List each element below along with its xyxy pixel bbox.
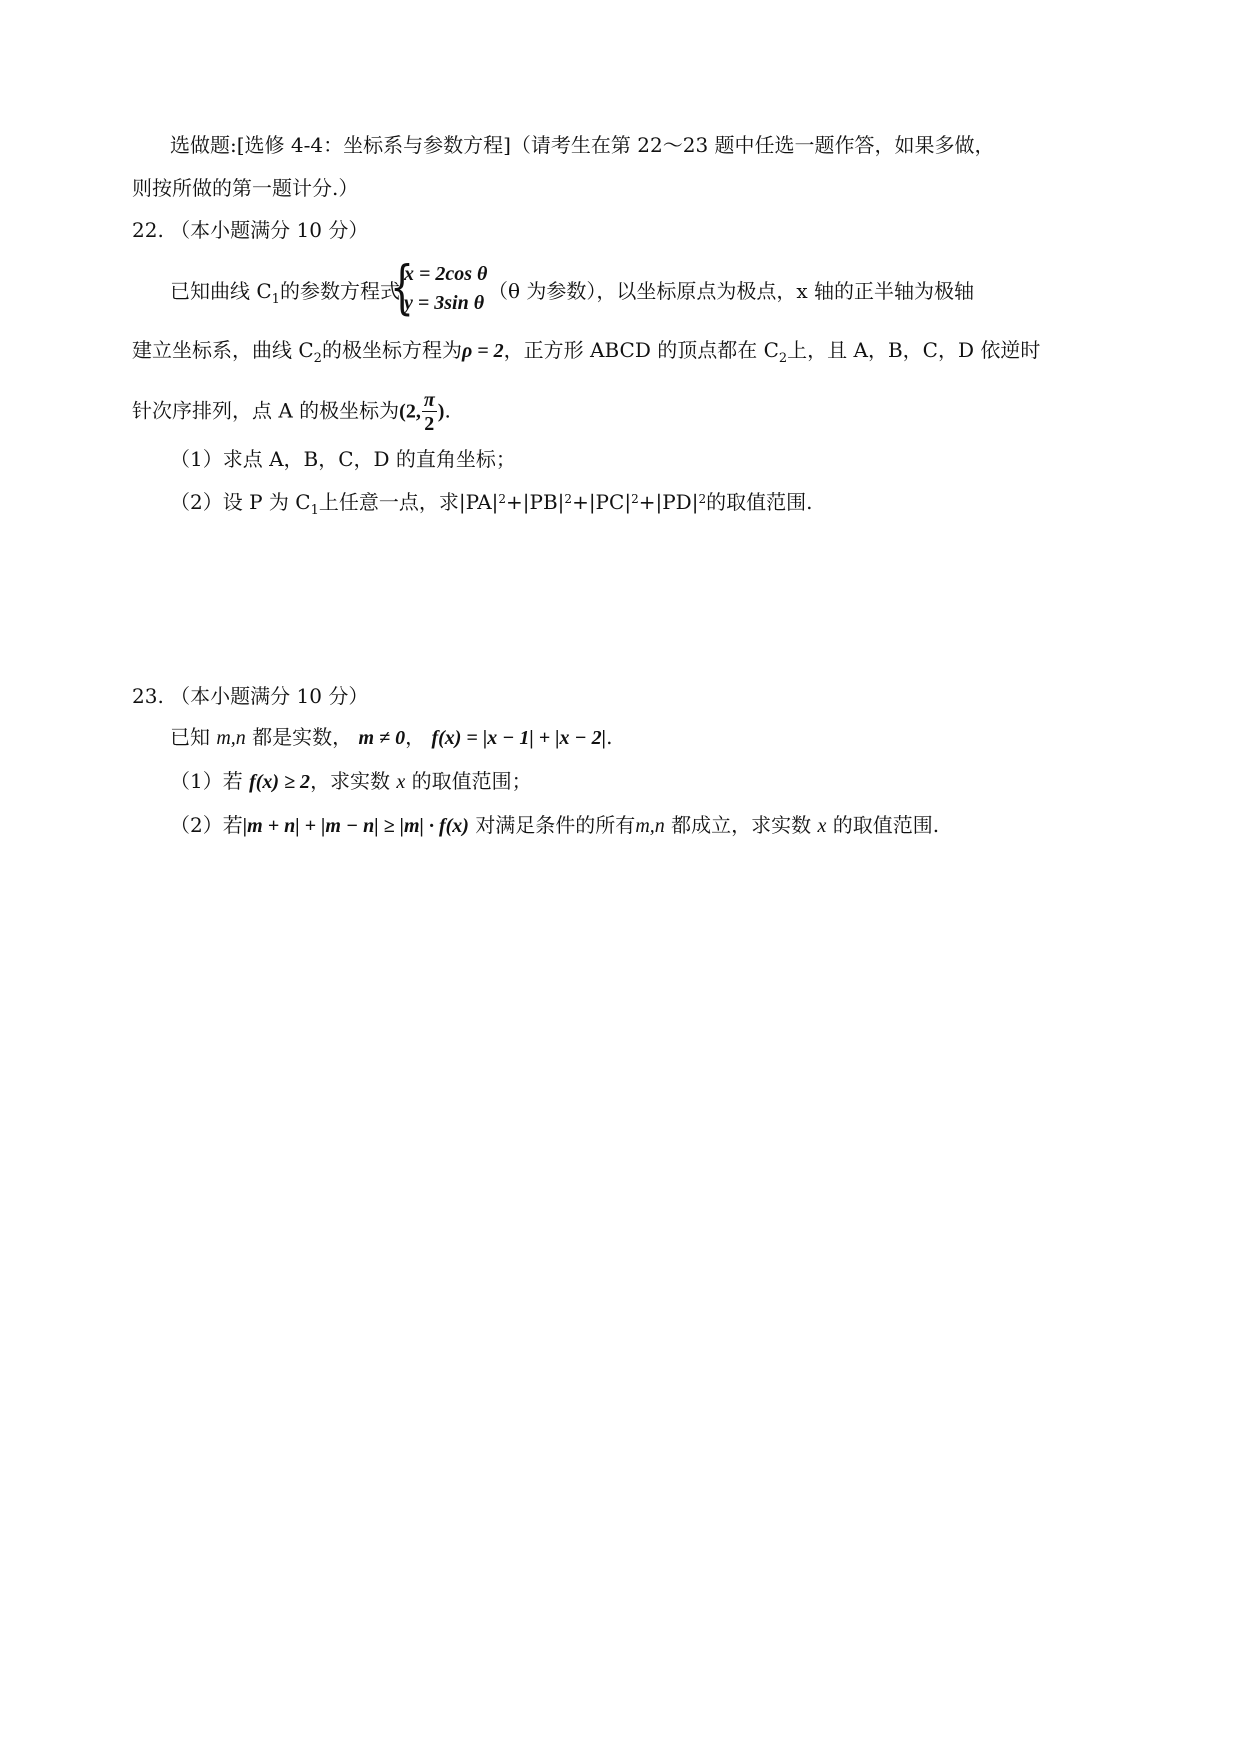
q23-part2-text2: 对满足条件的所有 xyxy=(475,813,636,837)
q22-stem-text2: 的参数方程式 xyxy=(279,279,400,303)
section-intro-line2: 则按所做的第一题计分.） xyxy=(132,176,359,200)
q22-line3-end: . xyxy=(444,398,451,423)
sq-superscript: 2 xyxy=(698,492,707,506)
q22-stem-text: 已知曲线 C xyxy=(170,279,272,303)
q22-number: 22. xyxy=(132,218,164,242)
frac-denominator: 2 xyxy=(424,413,435,435)
q22-part2 xyxy=(170,490,813,518)
q22-pi-over-2 xyxy=(422,390,437,434)
q22-part2-pd: +|PD| xyxy=(638,490,699,514)
section-intro-line1: 选做题:[选修 4-4：坐标系与参数方程]（请考生在第 22～23 题中任选一题作答，如果多做， xyxy=(170,133,995,157)
q22-line2-text4: 上，且 A，B，C，D 依逆时 xyxy=(787,338,1041,362)
q23-part2-variable-x: x xyxy=(817,815,827,837)
q23-number: 23. xyxy=(132,684,164,708)
q22-points: （本小题满分 10 分） xyxy=(170,218,369,242)
q23-inequality1: f(x) ≥ 2 xyxy=(249,771,311,793)
q23-part2-mn: m,n xyxy=(635,815,665,837)
q23-part1 xyxy=(170,771,532,792)
q22-line3 xyxy=(132,390,451,434)
q23-part1-text2: ，求实数 xyxy=(310,769,391,793)
sq-superscript: 2 xyxy=(564,492,573,506)
q22-coord-open: (2, xyxy=(399,400,421,423)
q22-coord-close: ) xyxy=(437,400,445,423)
q22-part2-end: 的取值范围. xyxy=(706,490,813,514)
q22-part2-text: （2）设 P 为 C xyxy=(170,490,311,514)
q23-function: f(x) = |x − 1| + |x − 2| xyxy=(431,727,607,749)
q22-part2-pa: 上任意一点，求|PA| xyxy=(318,490,499,514)
q23-part1-text: （1）若 xyxy=(170,769,243,793)
q22-c1-subscript: 1 xyxy=(271,292,280,307)
q23-part1-text3: 的取值范围； xyxy=(411,769,532,793)
q23-stem-end: . xyxy=(606,725,613,749)
q22-line2-text: 建立坐标系，曲线 C xyxy=(132,338,314,362)
q23-points: （本小题满分 10 分） xyxy=(170,684,369,708)
q23-condition: m ≠ 0 xyxy=(358,727,406,749)
q22-eq1: x = 2cos θ xyxy=(404,263,488,285)
q23-part2-text4: 的取值范围. xyxy=(832,813,940,837)
q23-part2-text: （2）若 xyxy=(170,813,243,837)
frac-numerator: π xyxy=(423,389,435,411)
sq-superscript: 2 xyxy=(631,492,639,506)
q22-header xyxy=(132,220,368,240)
q22-eq2: y = 3sin θ xyxy=(404,292,485,314)
left-brace: { xyxy=(390,253,414,321)
q22-param-note: （θ 为参数），以坐标原点为极点，x 轴的正半轴为极轴 xyxy=(488,279,975,303)
q22-part2-pc: +|PC| xyxy=(572,490,632,514)
q22-c2-subscript: 2 xyxy=(313,351,322,366)
q22-line2-text3: ，正方形 ABCD 的顶点都在 C xyxy=(503,338,779,362)
q23-variable-x: x xyxy=(396,771,406,793)
q23-part2 xyxy=(170,815,939,836)
q23-stem-text: 已知 xyxy=(170,725,210,749)
q22-part1: （1）求点 A，B，C，D 的直角坐标； xyxy=(170,447,516,471)
q23-header xyxy=(132,686,368,706)
q22-part2-c1-subscript: 1 xyxy=(310,503,319,518)
q22-line2 xyxy=(132,338,1041,366)
q22-stem-start xyxy=(170,279,400,307)
q23-stem-text2: 都是实数， xyxy=(252,725,353,749)
q23-part2-text3: 都成立，求实数 xyxy=(671,813,812,837)
q23-comma: ， xyxy=(405,725,426,749)
q22-polar-equation: ρ = 2 xyxy=(461,340,504,362)
q22-line3-text: 针次序排列，点 A 的极坐标为 xyxy=(132,398,400,423)
q23-stem xyxy=(170,727,612,748)
q23-inequality2: |m + n| + |m − n| ≥ |m| · f(x) xyxy=(242,815,469,837)
q22-line2-text2: 的极坐标方程为 xyxy=(321,338,462,362)
q22-part2-pb: +|PB| xyxy=(506,490,565,514)
q23-mn: m,n xyxy=(216,727,246,749)
sq-superscript: 2 xyxy=(498,492,507,506)
q22-c2-subscript-2: 2 xyxy=(778,351,788,366)
